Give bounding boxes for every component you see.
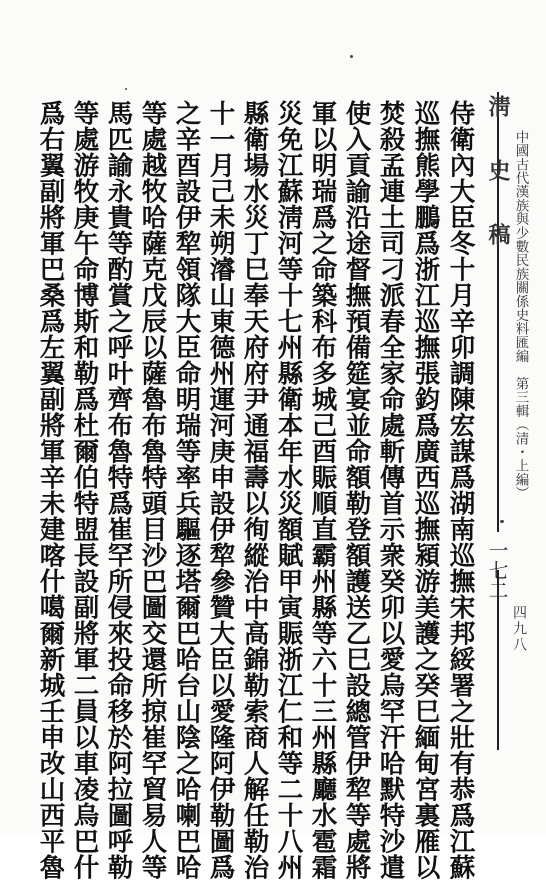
text-column-5: 軍以明瑞爲之命築科布多城己酉賑順直霸州縣等六十三州縣廳水雹霜 bbox=[307, 100, 338, 880]
text-column-6: 災免江蘇淸河等十七州縣衛本年水災額賦甲寅賑浙江仁和等二十八州 bbox=[273, 100, 304, 880]
text-column-13: 爲右翼副將軍巴桑爲左翼副將軍辛未建喀什噶爾新城壬申改山西平魯 bbox=[35, 100, 66, 880]
scan-speck bbox=[125, 88, 127, 90]
text-column-7: 縣衛場水災丁巳奉天府府尹通福壽以徇縱治中高錦勒索商人解任勒治 bbox=[239, 100, 270, 880]
text-column-9: 之辛酉設伊犂領隊大臣命明瑞等率兵驅逐塔爾巴哈台山陰之哈喇巴哈 bbox=[171, 100, 202, 880]
text-column-8: 十一月己未朔濬山東德州運河庚申設伊犂參贊大臣以愛隆阿伊勒圖爲 bbox=[205, 100, 236, 880]
text-column-12: 等處游牧庚午命博斯和勒爲杜爾伯特盟長設副將軍二員以車凌烏巴什 bbox=[69, 100, 100, 880]
scan-speck bbox=[500, 520, 504, 523]
text-column-10: 等處越牧哈薩克戊辰以薩魯布魯特頭目沙巴圖交還所掠崔罕貿易人等 bbox=[137, 100, 168, 880]
text-column-4: 使入貢諭沿途督撫預備筵宴並命額勒登額護送乙巳設總管伊犂等處將 bbox=[341, 100, 372, 880]
source-header: 淸 史 稿 bbox=[485, 95, 511, 255]
book-title: 中國古代漢族與少數民族關係史料匯編 第三輯（清・上編） bbox=[512, 130, 529, 500]
text-column-2: 巡撫熊學鵬爲浙江巡撫張鈞爲廣西巡撫潁游美護之癸巳緬甸宮裏雁以 bbox=[410, 100, 441, 880]
text-column-3: 焚殺孟連土司刁派春全家命處斬傳首示衆癸卯以愛烏罕汗哈默特沙遣 bbox=[375, 100, 406, 880]
text-column-11: 馬匹諭永貴等酌賞之呼叶齊布魯特爲崔罕所侵來投命移於阿拉圖呼勒 bbox=[103, 100, 134, 880]
inline-page-number: 一七二 bbox=[485, 540, 509, 600]
text-column-1: 侍衛內大臣冬十月辛卯調陳宏謀爲湖南巡撫宋邦綏署之壯有恭爲江蘇 bbox=[445, 100, 476, 880]
scan-speck bbox=[350, 55, 353, 58]
page-number: 四九八 bbox=[511, 605, 527, 653]
